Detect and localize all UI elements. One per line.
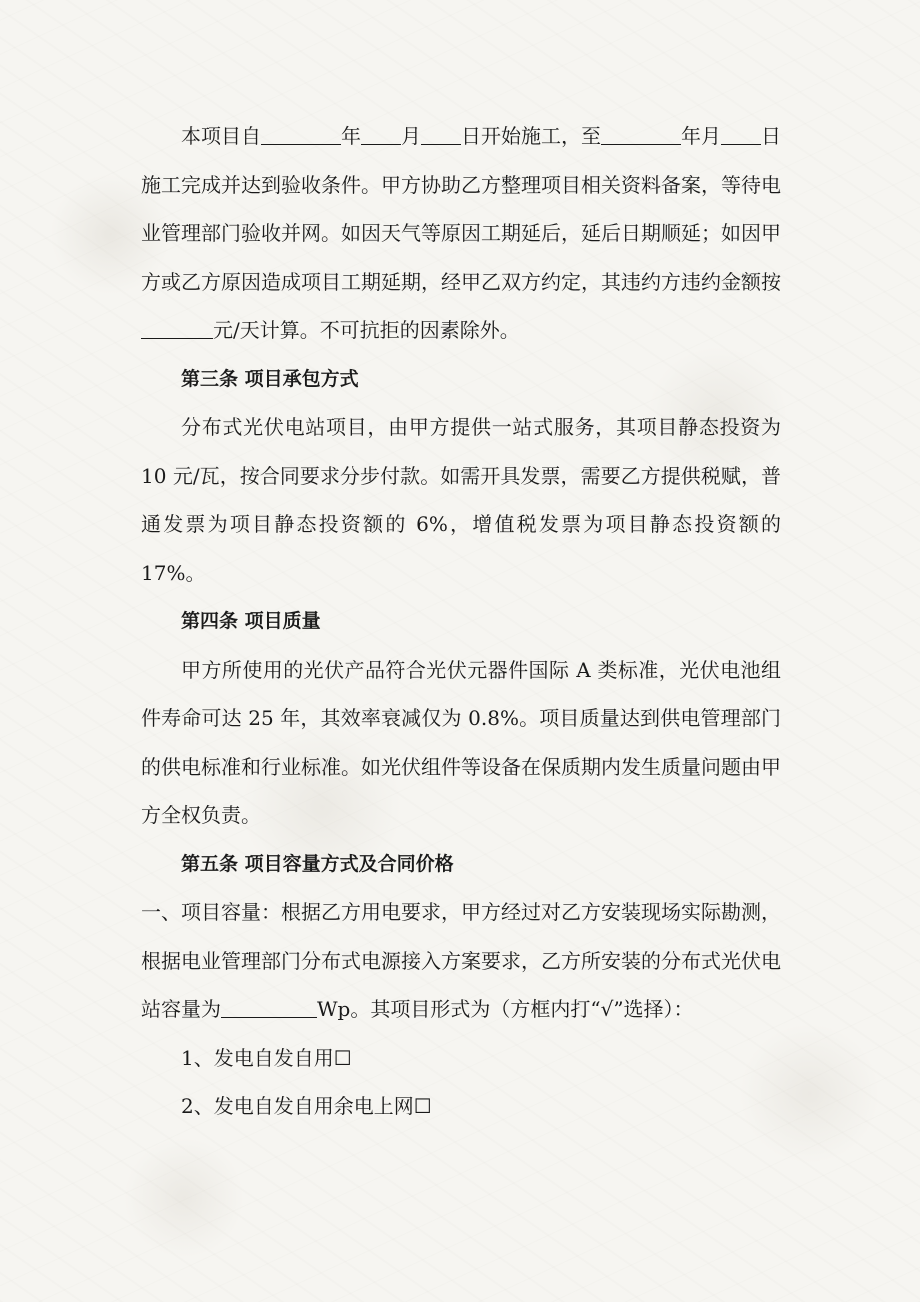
year-label: 年 — [681, 124, 701, 148]
end-year-blank[interactable] — [601, 123, 681, 145]
article4-body: 甲方所使用的光伏产品符合光伏元器件国际 A 类标准，光伏电池组件寿命可达 25 年，其效率衰减仅为 0.8%。项目质量达到供电管理部门的供电标准和行业标准。如光伏组件等设备在保质期内发生质量问题由甲方全权负责。 — [141, 657, 781, 827]
capacity-text: 一、项目容量：根据乙方用电要求，甲方经过对乙方安装现场实际勘测，根据电业管理部门分布式电源接入方案要求，乙方所安装的分布式光伏电站容量为 — [141, 900, 781, 1021]
start-month-blank[interactable] — [361, 123, 401, 145]
document-body — [141, 112, 781, 1131]
completion-text: 日施工完成并达到验收条件。甲方协助乙方整理项目相关资料备案，等待电业管理部门验收并网。如因天气等原因工期延后，延后日期顺延；如因甲方或乙方原因造成项目工期延期，经甲乙双方约定，其违约方违约金额按 — [141, 124, 781, 294]
article5-capacity — [141, 888, 781, 1034]
article3-heading: 第三条 项目承包方式 — [181, 367, 359, 390]
start-text: 日开始施工，至 — [461, 124, 601, 148]
year-label: 年 — [341, 124, 361, 148]
end-day-blank[interactable] — [721, 123, 761, 145]
article3-body: 分布式光伏电站项目，由甲方提供一站式服务，其项目静态投资为 10 元/瓦，按合同要求分步付款。如需开具发票，需要乙方提供税赋，普通发票为项目静态投资额的 6%，增值税发票为项目静态投资额的 17%。 — [141, 415, 781, 585]
option-self-use[interactable]: 1、发电自发自用☐ — [181, 1045, 352, 1070]
month-label: 月 — [701, 124, 721, 148]
article4-heading: 第四条 项目质量 — [181, 610, 321, 632]
article5-heading: 第五条 项目容量方式及合同价格 — [181, 852, 454, 875]
penalty-text: 元/天计算。不可抗拒的因素除外。 — [213, 318, 520, 342]
capacity-unit-text: Wp。其项目形式为（方框内打“√”选择）： — [317, 997, 694, 1021]
start-date-label: 本项目自 — [181, 124, 261, 148]
capacity-blank[interactable] — [221, 996, 317, 1018]
article2-continuation — [141, 112, 781, 355]
option-surplus-grid[interactable]: 2、发电自发自用余电上网☐ — [181, 1094, 432, 1118]
start-day-blank[interactable] — [421, 123, 461, 145]
month-label: 月 — [401, 124, 421, 148]
start-year-blank[interactable] — [261, 123, 341, 145]
penalty-amount-blank[interactable] — [141, 317, 213, 339]
